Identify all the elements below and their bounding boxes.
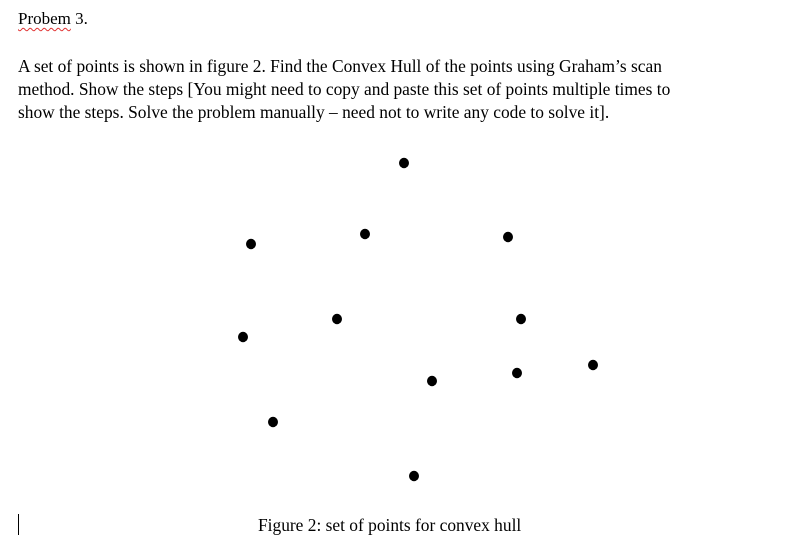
problem-statement-line-2: method. Show the steps [You might need to copy and paste this set of points multiple times to bbox=[18, 79, 671, 99]
point-12 bbox=[409, 471, 419, 481]
point-8 bbox=[588, 360, 598, 370]
point-1 bbox=[399, 158, 409, 168]
problem-statement-line-1: A set of points is shown in figure 2. Find the Convex Hull of the points using Graham’s scan bbox=[18, 56, 662, 76]
point-5 bbox=[332, 314, 342, 324]
figure-caption: Figure 2: set of points for convex hull bbox=[258, 515, 522, 535]
text-cursor bbox=[18, 514, 19, 535]
point-6 bbox=[516, 314, 526, 324]
point-9 bbox=[512, 368, 522, 378]
point-4 bbox=[503, 232, 513, 242]
problem-heading-word: Probem bbox=[18, 9, 71, 28]
point-10 bbox=[427, 376, 437, 386]
point-2 bbox=[246, 239, 256, 249]
point-11 bbox=[268, 417, 278, 427]
problem-statement-line-3: show the steps. Solve the problem manually – need not to write any code to solve it]. bbox=[18, 102, 610, 122]
problem-heading-number: 3. bbox=[70, 9, 88, 28]
point-7 bbox=[238, 332, 248, 342]
point-3 bbox=[360, 229, 370, 239]
